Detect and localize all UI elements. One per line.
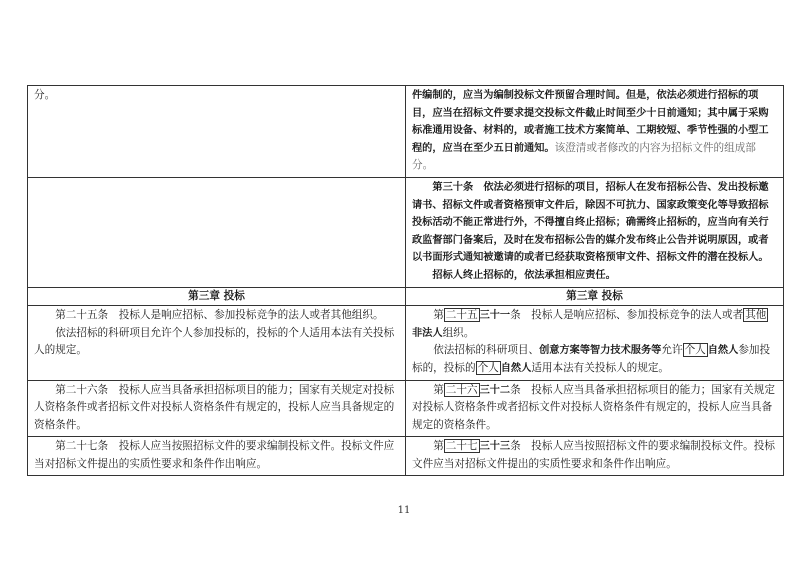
text-fragment: 允许	[661, 344, 683, 357]
row1-left-cell	[28, 86, 406, 178]
deleted-text: 二十五	[445, 309, 478, 322]
table-row	[28, 86, 784, 178]
deleted-text: 二十六	[445, 383, 478, 396]
text-fragment: 条 投标人应当具备承担招标项目的能力；国家有关规定对投标人资格条件或者招标文件对投标人资格条件有规定的，投标人应当具备规定的资格条件。	[412, 383, 775, 431]
article25-right-p2	[412, 342, 777, 377]
article27-left-text: 第二十七条 投标人应当按照招标文件的要求编制投标文件。投标文件应当对招标文件提出的实质性要求和条件作出响应。	[34, 440, 395, 470]
text-fragment: 条 投标人应当按照招标文件的要求编制投标文件。投标文件应当对招标文件提出的实质性要求和条件作出响应。	[412, 440, 775, 470]
deleted-text: 其他	[745, 309, 767, 322]
table-row	[28, 287, 784, 306]
text-fragment: 第	[433, 309, 444, 322]
added-text: 三十三	[479, 441, 511, 453]
text-fragment: 第	[433, 383, 444, 396]
table-row	[28, 177, 784, 287]
row1-right-cell	[406, 86, 784, 178]
article26-left-text: 第二十六条 投标人应当具备承担招标项目的能力；国家有关规定对投标人资格条件或者招标文件对投标人资格条件有规定的，投标人应当具备规定的资格条件。	[34, 383, 395, 431]
added-text: 三十二	[479, 384, 511, 396]
row2-right-cell	[406, 177, 784, 287]
article25-left-p1: 第二十五条 投标人是响应招标、参加投标竞争的法人或者其他组织。	[55, 309, 384, 322]
article27-right-text	[412, 438, 777, 473]
article25-right-p1	[412, 307, 777, 342]
text-fragment: 依法招标的科研项目、	[433, 344, 540, 357]
article26-right-cell	[406, 380, 784, 437]
row1-right-text	[412, 87, 777, 175]
article30-text: 第三十条 依法必须进行招标的项目，招标人在发布招标公告、发出投标邀请书、招标文件或者资格预审文件后，除因不可抗力、国家政策变化等导致招标投标活动不能正常进行外，不得擅自终止招标；确需终止招标的，应当向有关行政监督部门备案后，及时在发布招标公告的媒介发布终止公告并说明原因，或者以书面形式通知被邀请的或者已经获取资格预审文件、招标文件的潜在投标人。	[412, 181, 769, 264]
added-text: 三十一	[479, 310, 511, 322]
page-number: 11	[397, 505, 411, 516]
row1-left-text: 分。	[34, 89, 56, 101]
text-fragment: 参加投标的，投标的	[412, 344, 771, 374]
table-row	[28, 380, 784, 437]
text-fragment: 适用本法有关投标人的规定。	[531, 361, 670, 374]
chapter-heading-right: 第三章 投标	[406, 287, 784, 306]
deleted-text: 二十七	[445, 440, 478, 453]
deleted-text: 个人	[477, 361, 499, 374]
text-fragment: 组织。	[442, 326, 475, 339]
article25-left-cell	[28, 306, 406, 380]
table-row	[28, 437, 784, 476]
article26-right-text	[412, 382, 777, 435]
article27-left-cell	[28, 437, 406, 476]
article27-right-cell	[406, 437, 784, 476]
comparison-table	[27, 85, 784, 476]
added-text: 创意方案等智力技术服务等	[539, 345, 662, 357]
added-text: 自然人	[707, 345, 739, 357]
row2-left-cell	[28, 177, 406, 287]
article25-right-cell	[406, 306, 784, 380]
text-fragment: 条 投标人是响应招标、参加投标竞争的法人或者	[510, 309, 744, 322]
table-row	[28, 306, 784, 380]
article26-left-cell	[28, 380, 406, 437]
added-text: 非法人	[412, 327, 443, 339]
text-fragment: 第	[433, 440, 444, 453]
deleted-text: 个人	[684, 344, 706, 357]
row1-note-text: 该澄清或者修改的内容为招标文件的组成部分。	[412, 141, 756, 172]
article30-para2: 招标人终止招标的，依法承担相应责任。	[432, 269, 616, 281]
chapter-heading-left: 第三章 投标	[28, 287, 406, 306]
article25-left-p2: 依法招标的科研项目允许个人参加投标的，投标的个人适用本法有关投标人的规定。	[34, 326, 395, 357]
added-text: 自然人	[500, 362, 532, 374]
row1-added-text: 件编制的，应当为编制投标文件预留合理时间。但是，依法必须进行招标的项目，应当在招标文件要求提交投标文件截止时间至少十日前通知；其中属于采购标准通用设备、材料的，或者施工技术方案简单、工期较短、季节性强的小型工程的，应当在至少五日前通知。	[412, 90, 769, 154]
